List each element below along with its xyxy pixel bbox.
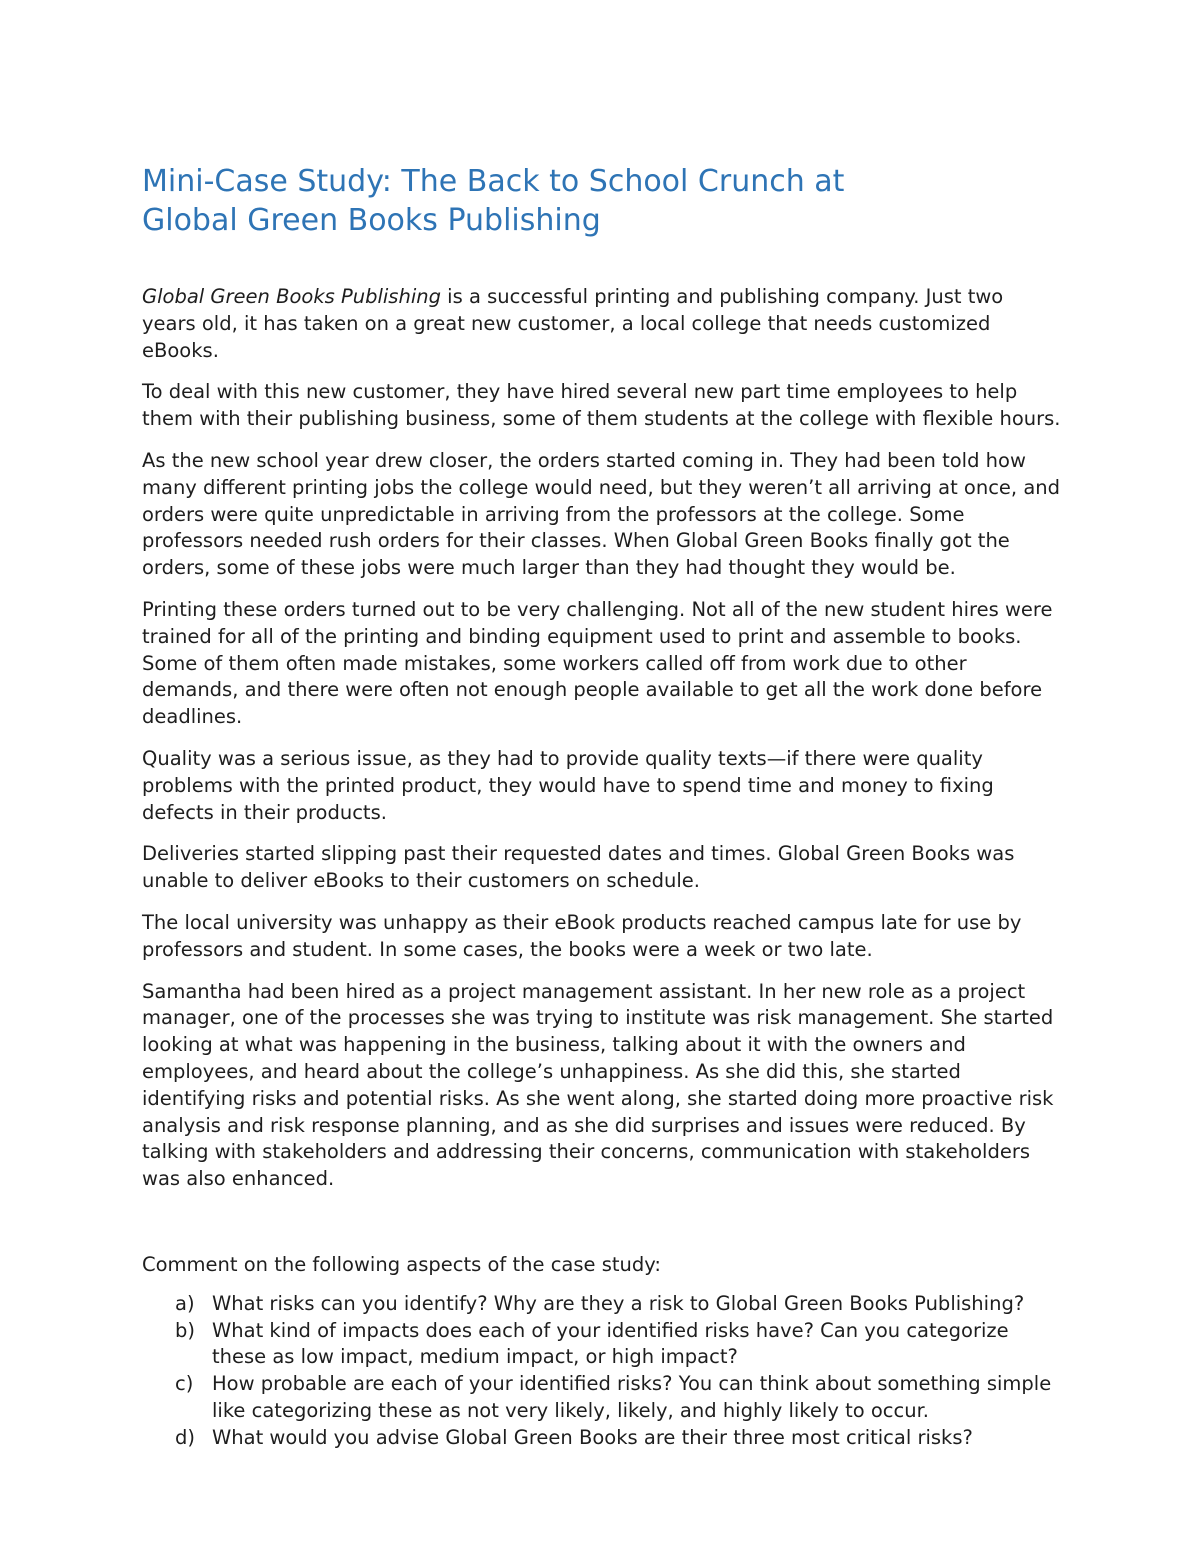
- intro-text: is a successful printing and publishing company. Just two years old, it has taken on a great new customer, a local college that needs customized eBooks.: [142, 285, 1004, 362]
- intro-paragraph: [142, 284, 1062, 364]
- list-item: [142, 1371, 1062, 1425]
- list-marker: a): [175, 1291, 195, 1315]
- question-text: What would you advise Global Green Books are their three most critical risks?: [212, 1425, 973, 1449]
- document-body: [142, 162, 1062, 1451]
- paragraph-orders: As the new school year drew closer, the orders started coming in. They had been told how many different printing jobs the college would need, but they weren’t all arriving at once, and orders were quite unpredictable in arriving from the professors at the college. Some professors needed rush orders for their classes. When Global Green Books finally got the orders, some of these jobs were much larger than they had thought they would be.: [142, 448, 1061, 580]
- paragraph-university: The local university was unhappy as their eBook products reached campus late for use by professors and student. In some cases, the books were a week or two late.: [142, 910, 1022, 961]
- list-marker: b): [175, 1318, 195, 1342]
- paragraph-samantha: Samantha had been hired as a project management assistant. In her new role as a project manager, one of the processes she was trying to institute was risk management. She started looking at what was happening in the business, talking about it with the owners and employees, and heard about the college’s unhappiness. As she did this, she started identifying risks and potential risks. As she went along, she started doing more proactive risk analysis and risk response planning, and as she did surprises and issues were reduced. By talking with stakeholders and addressing their concerns, communication with stakeholders was also enhanced.: [142, 979, 1054, 1191]
- list-item: [142, 1291, 1062, 1318]
- list-marker: c): [175, 1372, 194, 1396]
- question-text: How probable are each of your identified risks? You can think about something simple like categorizing these as not very likely, likely, and highly likely to occur.: [212, 1372, 1052, 1422]
- document-title-line-2: Global Green Books Publishing: [142, 203, 601, 238]
- paragraph-printing-challenges: Printing these orders turned out to be very challenging. Not all of the new student hires were trained for all of the printing and binding equipment used to print and assemble to books. Some of them often made mistakes, some workers called off from work due to other demands, and there were often not enough people available to get all the work done before deadlines.: [142, 597, 1053, 729]
- question-text: What risks can you identify? Why are they a risk to Global Green Books Publishing?: [212, 1291, 1025, 1315]
- questions-list: [142, 1291, 1062, 1452]
- company-name-italic: Global Green Books Publishing: [142, 285, 441, 308]
- paragraph-deliveries: Deliveries started slipping past their requested dates and times. Global Green Books was unable to deliver eBooks to their customers on schedule.: [142, 842, 1015, 893]
- document-title-line-1: Mini-Case Study: The Back to School Crunch at: [142, 164, 845, 199]
- list-marker: d): [175, 1425, 195, 1449]
- list-item: [142, 1318, 1062, 1372]
- paragraph-new-employees: To deal with this new customer, they have hired several new part time employees to help them with their publishing business, some of them students at the college with flexible hours.: [142, 380, 1061, 431]
- questions-intro: Comment on the following aspects of the case study:: [142, 1252, 661, 1276]
- list-item: [142, 1425, 1062, 1452]
- spacer: [142, 1208, 1062, 1252]
- question-text: What kind of impacts does each of your identified risks have? Can you categorize these as low impact, medium impact, or high impact?: [212, 1318, 1009, 1369]
- document-title: [142, 162, 1062, 240]
- paragraph-quality: Quality was a serious issue, as they had to provide quality texts—if there were quality problems with the printed product, they would have to spend time and money to fixing defects in their products.: [142, 746, 994, 824]
